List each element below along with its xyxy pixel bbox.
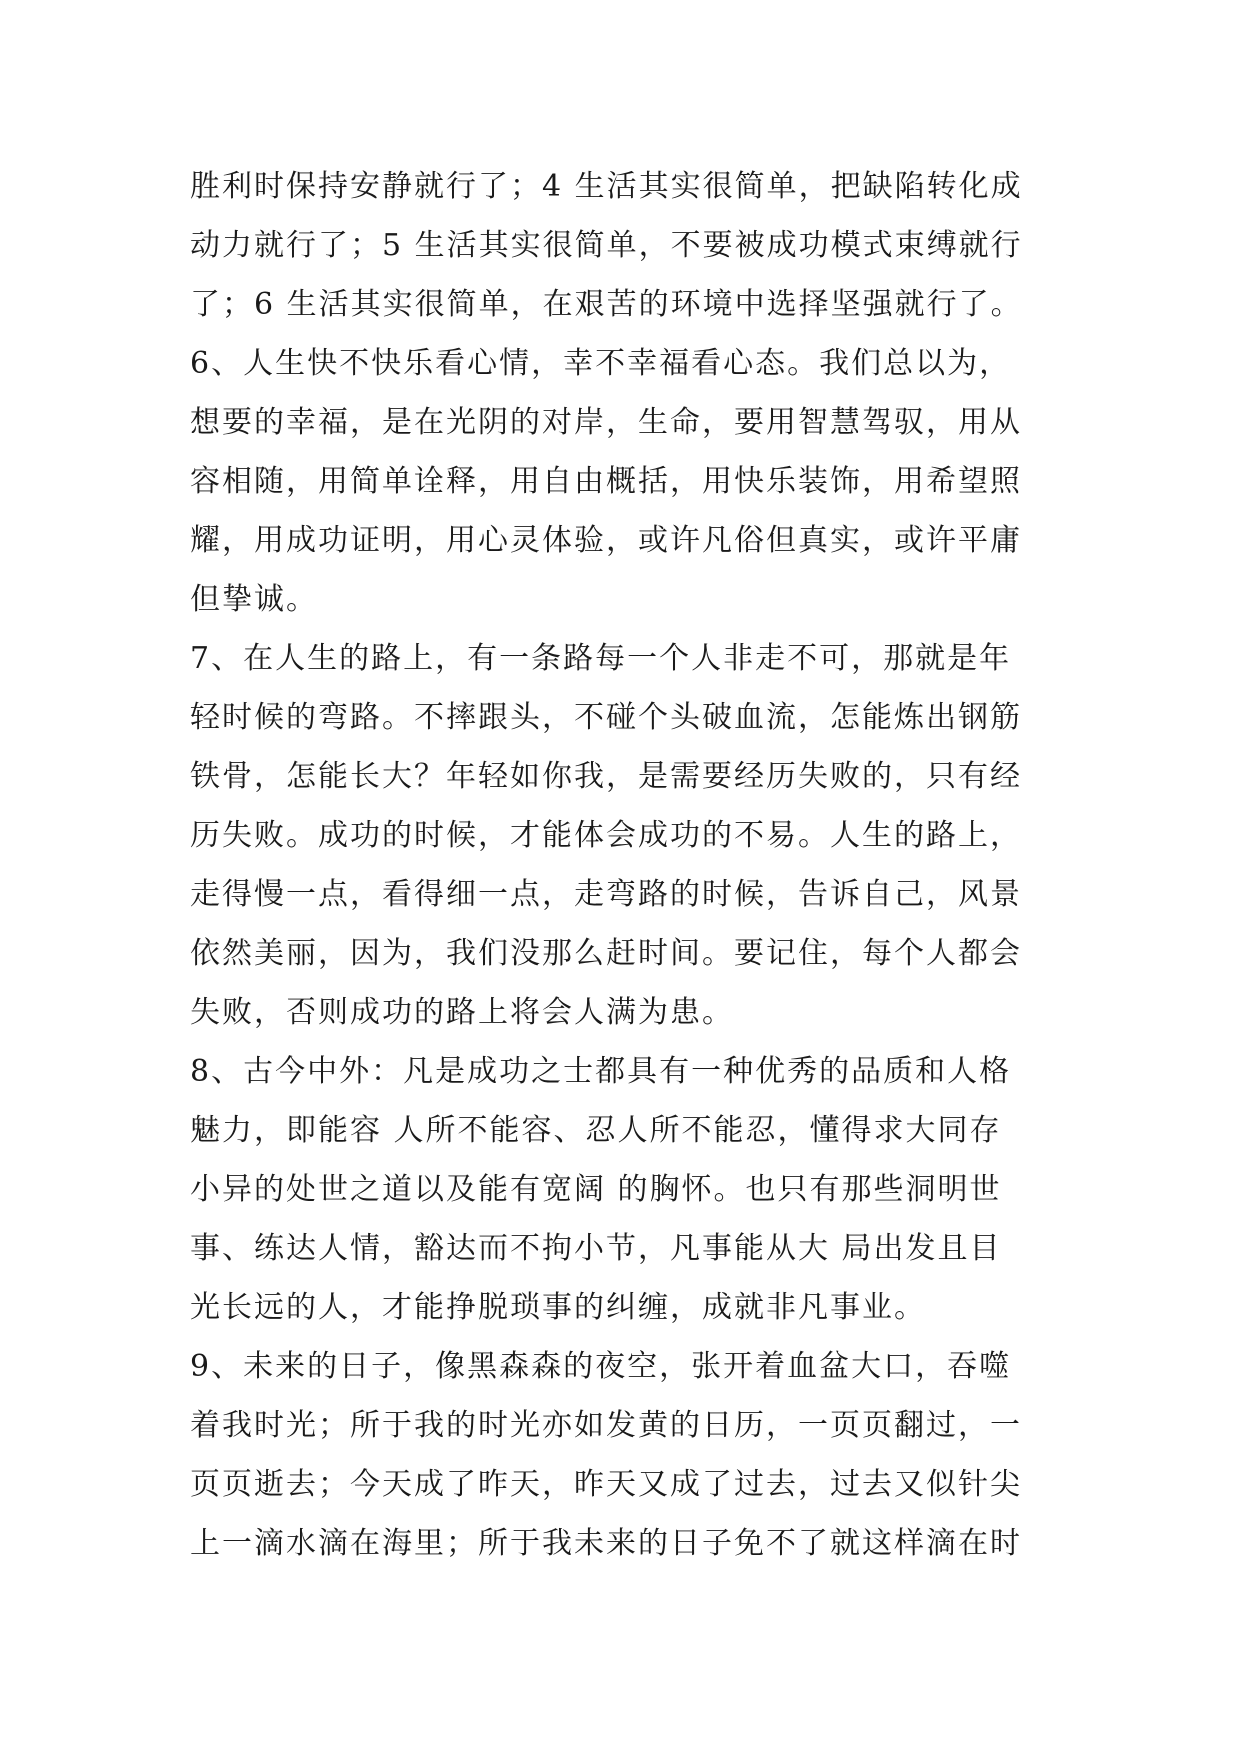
text-line: 容相随，用简单诠释，用自由概括，用快乐装饰，用希望照 xyxy=(190,464,1022,499)
text-line: 铁骨，怎能长大？年轻如你我，是需要经历失败的，只有经 xyxy=(190,759,1022,794)
text-line: 历失败。成功的时候，才能体会成功的不易。人生的路上， xyxy=(190,818,1022,853)
text-line: 依然美丽，因为，我们没那么赶时间。要记住，每个人都会 xyxy=(190,936,1022,971)
text-line: 事、练达人情，豁达而不拘小节，凡事能从大 局出发且目 xyxy=(190,1231,1002,1266)
text-line: 但挚诚。 xyxy=(190,582,318,617)
text-line: 耀，用成功证明，用心灵体验，或许凡俗但真实，或许平庸 xyxy=(190,523,1022,558)
text-line: 8、古今中外：凡是成功之士都具有一种优秀的品质和人格 xyxy=(190,1054,1012,1089)
text-line: 小异的处世之道以及能有宽阔 的胸怀。也只有那些洞明世 xyxy=(190,1172,1002,1207)
text-line: 9、未来的日子，像黑森森的夜空，张开着血盆大口，吞噬 xyxy=(190,1349,1012,1384)
text-line: 7、在人生的路上，有一条路每一个人非走不可，那就是年 xyxy=(190,641,1012,676)
text-line: 着我时光；所于我的时光亦如发黄的日历，一页页翻过，一 xyxy=(190,1408,1022,1443)
text-line: 光长远的人，才能挣脱琐事的纠缠，成就非凡事业。 xyxy=(190,1290,926,1325)
text-line: 想要的幸福，是在光阴的对岸，生命，要用智慧驾驭，用从 xyxy=(190,405,1022,440)
text-line: 上一滴水滴在海里；所于我未来的日子免不了就这样滴在时 xyxy=(190,1526,1022,1561)
text-line: 胜利时保持安静就行了；4 生活其实很简单，把缺陷转化成 xyxy=(190,169,1023,204)
text-line: 轻时候的弯路。不摔跟头，不碰个头破血流，怎能炼出钢筋 xyxy=(190,700,1022,735)
text-line: 动力就行了；5 生活其实很简单，不要被成功模式束缚就行 xyxy=(190,228,1023,263)
text-line: 失败，否则成功的路上将会人满为患。 xyxy=(190,995,734,1030)
text-line: 走得慢一点，看得细一点，走弯路的时候，告诉自己，风景 xyxy=(190,877,1022,912)
text-line: 魅力，即能容 人所不能容、忍人所不能忍，懂得求大同存 xyxy=(190,1113,1002,1148)
document-body xyxy=(190,157,1060,1573)
text-line: 6、人生快不快乐看心情，幸不幸福看心态。我们总以为， xyxy=(190,346,1012,381)
text-line: 页页逝去；今天成了昨天，昨天又成了过去，过去又似针尖 xyxy=(190,1467,1022,1502)
text-line: 了；6 生活其实很简单，在艰苦的环境中选择坚强就行了。 xyxy=(190,287,1023,322)
